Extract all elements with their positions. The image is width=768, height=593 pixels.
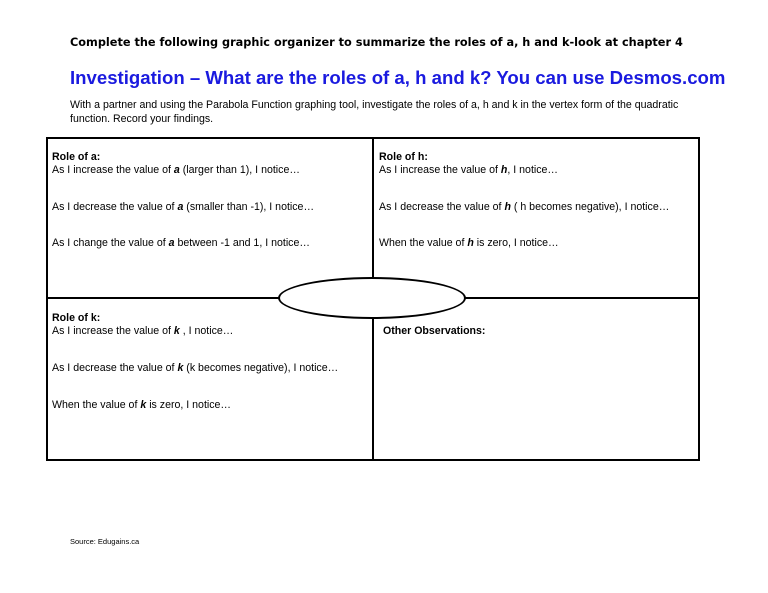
intro-paragraph: With a partner and using the Parabola Function graphing tool, investigate the roles of a, h and k in the vertex form of the quadratic function. Record your findings. — [70, 99, 679, 125]
source-credit: Source: Edugains.ca — [70, 537, 140, 546]
role-h-prompt-increase: As I increase the value of h, I notice… — [379, 164, 559, 176]
role-h-prompt-decrease: As I decrease the value of h ( h becomes negative), I notice… — [379, 201, 670, 213]
role-k-prompt-decrease: As I decrease the value of k (k becomes negative), I notice… — [52, 362, 339, 374]
role-a-title: Role of a: — [52, 151, 101, 163]
role-h-prompt-zero: When the value of h is zero, I notice… — [379, 237, 559, 249]
instruction-text: Complete the following graphic organizer to summarize the roles of a, h and k-look at chapter 4 — [70, 36, 683, 49]
role-k-title: Role of k: — [52, 312, 101, 324]
role-k-prompt-increase: As I increase the value of k , I notice… — [52, 325, 234, 337]
center-oval[interactable] — [278, 277, 466, 319]
role-a-prompt-change: As I change the value of a between -1 and 1, I notice… — [52, 237, 310, 249]
role-h-title: Role of h: — [379, 151, 428, 163]
role-k-prompt-zero: When the value of k is zero, I notice… — [52, 399, 232, 411]
role-a-prompt-decrease: As I decrease the value of a (smaller than -1), I notice… — [52, 201, 315, 213]
other-observations-title: Other Observations: — [383, 325, 486, 337]
page-title: Investigation – What are the roles of a, h and k? You can use Desmos.com — [70, 67, 726, 88]
role-a-prompt-increase: As I increase the value of a (larger than 1), I notice… — [52, 164, 300, 176]
